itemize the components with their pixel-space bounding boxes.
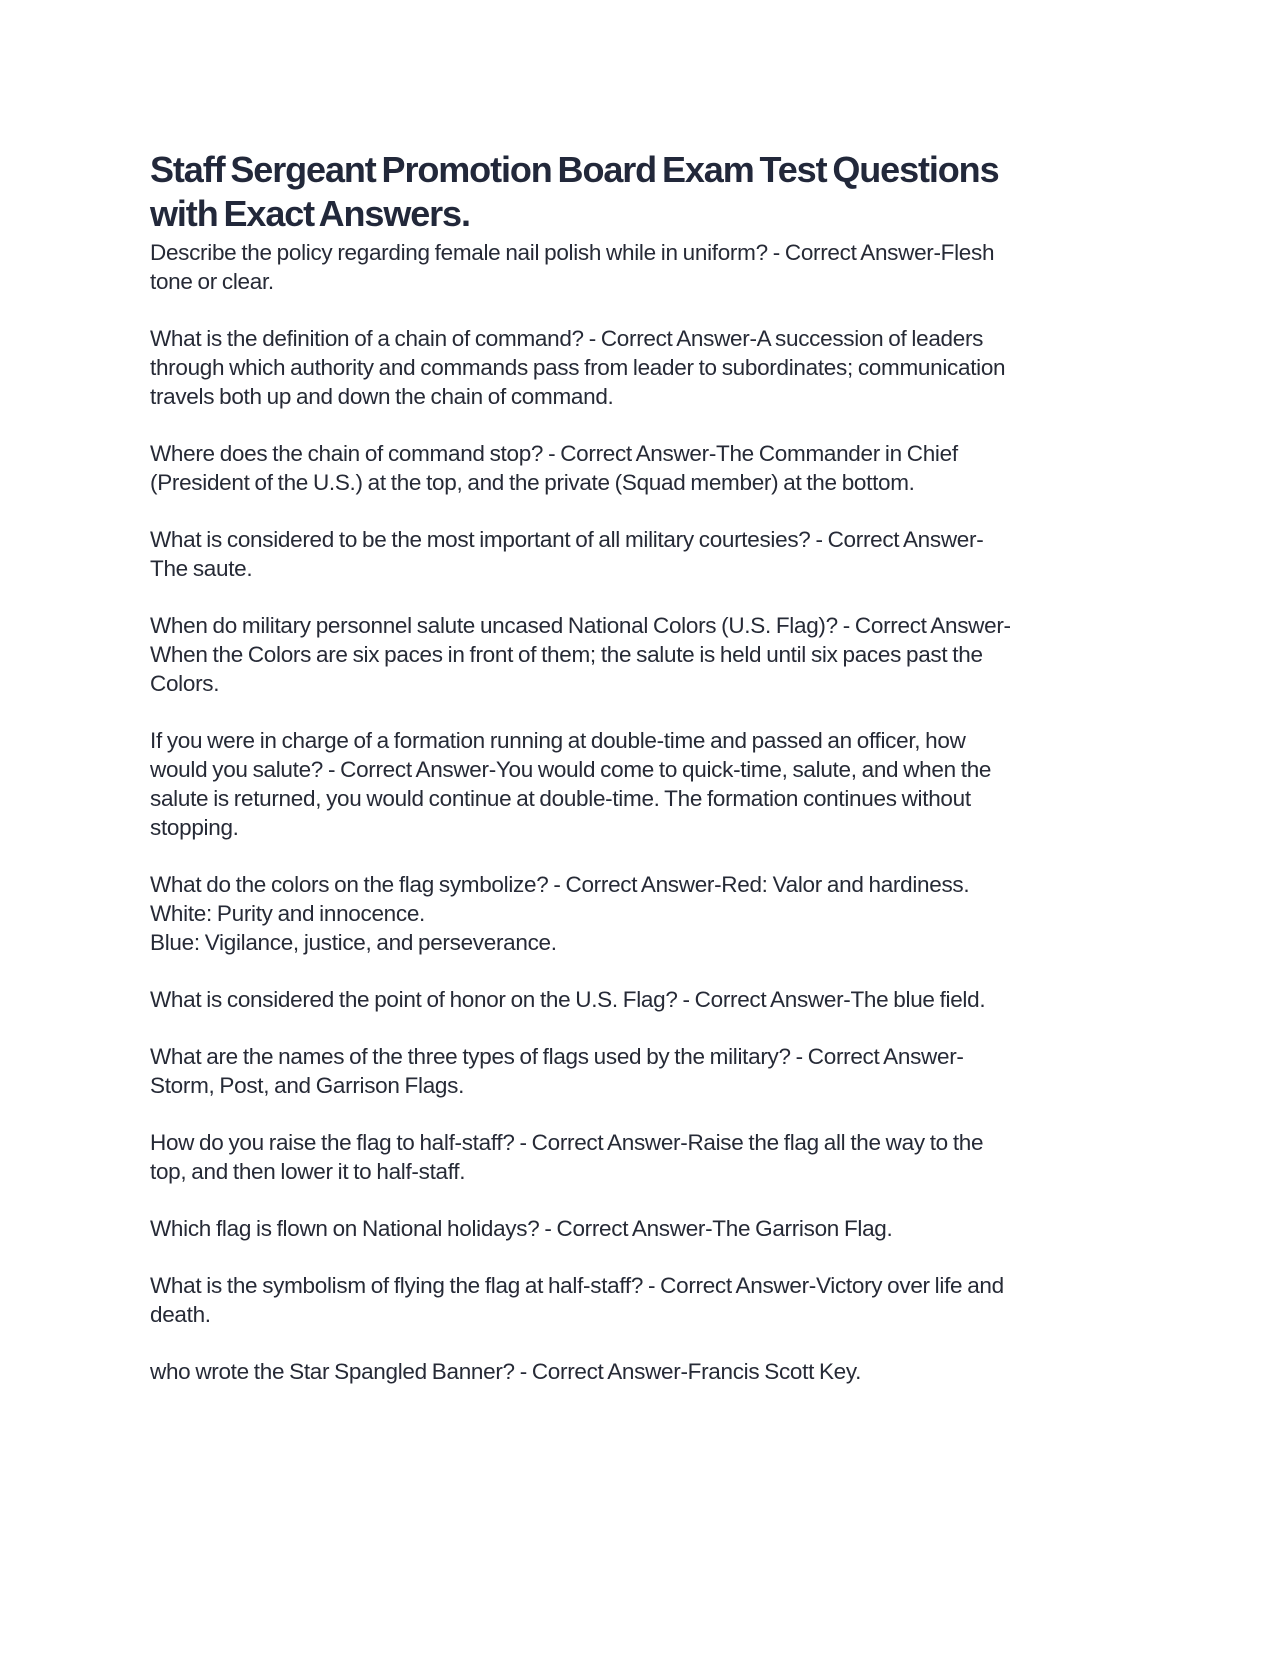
document-title-line-2: with Exact Answers. [150, 193, 470, 234]
document-title [150, 148, 1130, 236]
qa-item-nail-polish: Describe the policy regarding female nail polish while in uniform? - Correct Answer-Flesh tone or clear. [150, 240, 995, 294]
document-page [150, 148, 1130, 1414]
qa-list [150, 238, 1130, 1386]
qa-item-three-flag-types: What are the names of the three types of flags used by the military? - Correct Answer- Storm, Post, and Garrison Flags. [150, 1044, 964, 1098]
qa-item-chain-of-command-stop: Where does the chain of command stop? - Correct Answer-The Commander in Chief (President of the U.S.) at the top, and the private (Squad member) at the bottom. [150, 441, 958, 495]
qa-item-chain-of-command-definition: What is the definition of a chain of command? - Correct Answer-A succession of leaders through which authority and commands pass from leader to subordinates; communication travels both up and down the chain of command. [150, 326, 1006, 409]
qa-item-star-spangled-banner: who wrote the Star Spangled Banner? - Correct Answer-Francis Scott Key. [150, 1359, 862, 1384]
qa-item-flag-colors-symbolism: What do the colors on the flag symbolize? - Correct Answer-Red: Valor and hardiness. White: Purity and innocence. Blue: Vigilance, justice, and perseverance. [150, 872, 970, 955]
qa-item-half-staff-symbolism: What is the symbolism of flying the flag at half-staff? - Correct Answer-Victory over life and death. [150, 1273, 1004, 1327]
qa-item-point-of-honor: What is considered the point of honor on the U.S. Flag? - Correct Answer-The blue field. [150, 987, 986, 1012]
qa-item-raise-half-staff: How do you raise the flag to half-staff? - Correct Answer-Raise the flag all the way to the top, and then lower it to half-staff. [150, 1130, 984, 1184]
qa-item-salute-national-colors: When do military personnel salute uncased National Colors (U.S. Flag)? - Correct Answer- When the Colors are six paces in front of them; the salute is held until six paces past the Colors. [150, 613, 1011, 696]
document-title-line-1: Staff Sergeant Promotion Board Exam Test Questions [150, 149, 999, 190]
qa-item-formation-double-time: If you were in charge of a formation running at double-time and passed an officer, how would you salute? - Correct Answer-You would come to quick-time, salute, and when the salute is returned, you would continue at double-time. The formation continues without stopping. [150, 728, 992, 840]
qa-item-national-holidays-flag: Which flag is flown on National holidays? - Correct Answer-The Garrison Flag. [150, 1216, 893, 1241]
qa-item-most-important-courtesy: What is considered to be the most important of all military courtesies? - Correct Answer- The saute. [150, 527, 984, 581]
